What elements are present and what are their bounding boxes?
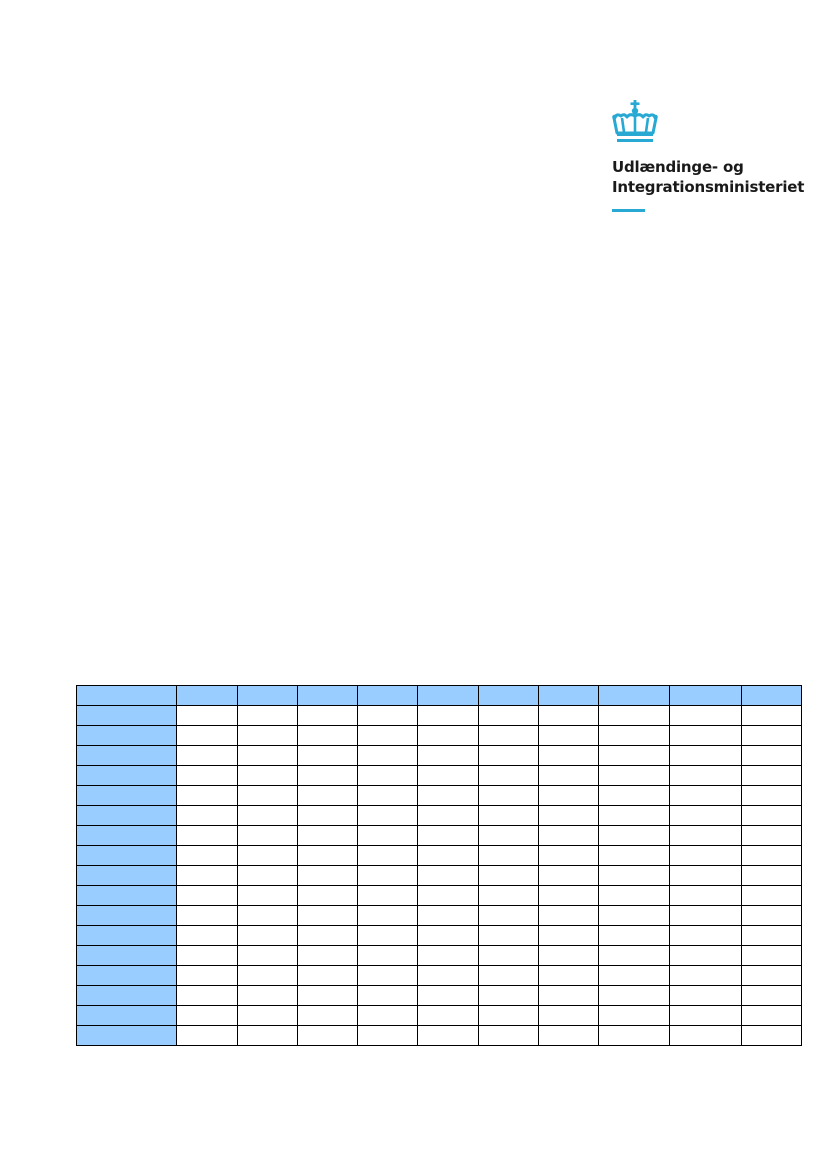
table-cell bbox=[358, 766, 418, 786]
table-cell bbox=[669, 1026, 741, 1046]
table-cell bbox=[598, 706, 669, 726]
table-cell bbox=[418, 746, 478, 766]
data-table bbox=[76, 685, 802, 1046]
table-cell bbox=[538, 746, 598, 766]
table-cell bbox=[238, 946, 298, 966]
table-cell bbox=[298, 966, 358, 986]
table-cell bbox=[741, 746, 801, 766]
table-header-cell bbox=[741, 686, 801, 706]
table-cell bbox=[538, 926, 598, 946]
table-cell bbox=[418, 806, 478, 826]
table-cell bbox=[478, 886, 538, 906]
table-row-label-cell bbox=[77, 906, 177, 926]
table-header-cell bbox=[238, 686, 298, 706]
table-cell bbox=[741, 786, 801, 806]
table-cell bbox=[478, 946, 538, 966]
table-cell bbox=[538, 946, 598, 966]
table-cell bbox=[238, 786, 298, 806]
table-cell bbox=[598, 786, 669, 806]
table-cell bbox=[478, 1026, 538, 1046]
ministry-name-line-2: Integrationsministeriet bbox=[612, 178, 805, 196]
table-cell bbox=[358, 826, 418, 846]
table-cell bbox=[478, 826, 538, 846]
table-cell bbox=[418, 706, 478, 726]
table-cell bbox=[358, 866, 418, 886]
table-cell bbox=[418, 966, 478, 986]
table-cell bbox=[669, 946, 741, 966]
table-row-label-cell bbox=[77, 806, 177, 826]
table-cell bbox=[177, 706, 238, 726]
table-cell bbox=[598, 746, 669, 766]
table-cell bbox=[177, 966, 238, 986]
table-cell bbox=[177, 886, 238, 906]
table-cell bbox=[238, 706, 298, 726]
table-cell bbox=[598, 806, 669, 826]
table-header-cell bbox=[478, 686, 538, 706]
table-cell bbox=[177, 926, 238, 946]
table-cell bbox=[669, 846, 741, 866]
table-cell bbox=[298, 986, 358, 1006]
table-cell bbox=[741, 1026, 801, 1046]
table-cell bbox=[669, 786, 741, 806]
table-cell bbox=[741, 946, 801, 966]
table-cell bbox=[238, 846, 298, 866]
table-cell bbox=[598, 866, 669, 886]
accent-bar bbox=[612, 209, 645, 212]
table-cell bbox=[238, 726, 298, 746]
table-cell bbox=[538, 966, 598, 986]
table-row bbox=[77, 826, 802, 846]
table-row-label-cell bbox=[77, 1026, 177, 1046]
table-cell bbox=[177, 846, 238, 866]
table-cell bbox=[669, 746, 741, 766]
table-row bbox=[77, 706, 802, 726]
table-cell bbox=[238, 986, 298, 1006]
table-header-cell bbox=[418, 686, 478, 706]
table-row bbox=[77, 986, 802, 1006]
table-row bbox=[77, 726, 802, 746]
table-cell bbox=[669, 826, 741, 846]
table-cell bbox=[741, 766, 801, 786]
ministry-logo bbox=[612, 100, 812, 212]
table-cell bbox=[478, 966, 538, 986]
table-cell bbox=[298, 1026, 358, 1046]
table-cell bbox=[418, 906, 478, 926]
table-cell bbox=[298, 706, 358, 726]
table-row-label-cell bbox=[77, 746, 177, 766]
table-row bbox=[77, 746, 802, 766]
table-row bbox=[77, 926, 802, 946]
table-cell bbox=[669, 886, 741, 906]
table-cell bbox=[741, 886, 801, 906]
table-cell bbox=[478, 746, 538, 766]
table-cell bbox=[478, 726, 538, 746]
table-cell bbox=[358, 1026, 418, 1046]
table-cell bbox=[598, 1006, 669, 1026]
table-header-row bbox=[77, 686, 802, 706]
table-cell bbox=[478, 866, 538, 886]
table-cell bbox=[478, 766, 538, 786]
table-cell bbox=[418, 926, 478, 946]
table-header-cell bbox=[598, 686, 669, 706]
table-row-label-cell bbox=[77, 1006, 177, 1026]
table-cell bbox=[478, 806, 538, 826]
table-cell bbox=[741, 1006, 801, 1026]
table-row bbox=[77, 866, 802, 886]
table-cell bbox=[669, 706, 741, 726]
table-cell bbox=[669, 966, 741, 986]
table-cell bbox=[177, 866, 238, 886]
table-cell bbox=[478, 846, 538, 866]
table-cell bbox=[741, 986, 801, 1006]
table-cell bbox=[418, 886, 478, 906]
table-row-label-cell bbox=[77, 926, 177, 946]
table-cell bbox=[741, 806, 801, 826]
table-cell bbox=[238, 966, 298, 986]
table-cell bbox=[238, 746, 298, 766]
table-cell bbox=[177, 1006, 238, 1026]
table-cell bbox=[177, 806, 238, 826]
table-cell bbox=[478, 786, 538, 806]
table-cell bbox=[298, 946, 358, 966]
table-cell bbox=[177, 786, 238, 806]
table-cell bbox=[238, 766, 298, 786]
table-cell bbox=[598, 1026, 669, 1046]
table-header-cell bbox=[538, 686, 598, 706]
table-cell bbox=[358, 786, 418, 806]
table-cell bbox=[598, 886, 669, 906]
table-cell bbox=[177, 1026, 238, 1046]
table-row-label-cell bbox=[77, 886, 177, 906]
table-cell bbox=[538, 786, 598, 806]
table-cell bbox=[669, 866, 741, 886]
table-cell bbox=[177, 946, 238, 966]
table-cell bbox=[598, 766, 669, 786]
table-cell bbox=[669, 806, 741, 826]
table-row bbox=[77, 966, 802, 986]
table-row-label-cell bbox=[77, 986, 177, 1006]
table-cell bbox=[298, 926, 358, 946]
table-cell bbox=[358, 846, 418, 866]
table-cell bbox=[669, 986, 741, 1006]
table-row-label-cell bbox=[77, 866, 177, 886]
table-cell bbox=[741, 906, 801, 926]
table-cell bbox=[538, 706, 598, 726]
table-cell bbox=[298, 746, 358, 766]
table-cell bbox=[358, 746, 418, 766]
ministry-name bbox=[612, 157, 812, 197]
table-cell bbox=[418, 786, 478, 806]
table-cell bbox=[298, 886, 358, 906]
table-cell bbox=[669, 726, 741, 746]
table-cell bbox=[538, 866, 598, 886]
table-row-label-cell bbox=[77, 846, 177, 866]
table-cell bbox=[478, 706, 538, 726]
table-cell bbox=[538, 846, 598, 866]
table-cell bbox=[298, 826, 358, 846]
table-cell bbox=[669, 766, 741, 786]
table-cell bbox=[669, 1006, 741, 1026]
crown-icon bbox=[612, 100, 658, 144]
table-cell bbox=[538, 886, 598, 906]
table-cell bbox=[238, 886, 298, 906]
table-cell bbox=[298, 906, 358, 926]
table-header-cell bbox=[358, 686, 418, 706]
table-cell bbox=[238, 1026, 298, 1046]
table-row bbox=[77, 886, 802, 906]
table-cell bbox=[598, 846, 669, 866]
table-cell bbox=[418, 846, 478, 866]
table-cell bbox=[478, 986, 538, 1006]
table-cell bbox=[478, 926, 538, 946]
table-cell bbox=[598, 986, 669, 1006]
table-cell bbox=[358, 1006, 418, 1026]
table-cell bbox=[298, 726, 358, 746]
table-cell bbox=[298, 806, 358, 826]
table-row bbox=[77, 846, 802, 866]
table-row bbox=[77, 946, 802, 966]
table-cell bbox=[538, 906, 598, 926]
table-cell bbox=[418, 1026, 478, 1046]
table-cell bbox=[177, 906, 238, 926]
table-cell bbox=[177, 826, 238, 846]
table-row-label-cell bbox=[77, 966, 177, 986]
table-cell bbox=[538, 766, 598, 786]
table-header-cell bbox=[669, 686, 741, 706]
table-cell bbox=[238, 926, 298, 946]
table-cell bbox=[298, 766, 358, 786]
table-cell bbox=[418, 726, 478, 746]
table-cell bbox=[238, 826, 298, 846]
table-cell bbox=[418, 826, 478, 846]
table-cell bbox=[741, 826, 801, 846]
table-cell bbox=[669, 926, 741, 946]
table-cell bbox=[538, 726, 598, 746]
table-row-label-cell bbox=[77, 826, 177, 846]
table-cell bbox=[358, 806, 418, 826]
table-cell bbox=[298, 846, 358, 866]
table-row-label-cell bbox=[77, 726, 177, 746]
table-cell bbox=[238, 806, 298, 826]
table-row-label-cell bbox=[77, 786, 177, 806]
table-cell bbox=[358, 706, 418, 726]
table-cell bbox=[177, 726, 238, 746]
table-cell bbox=[358, 986, 418, 1006]
table-cell bbox=[598, 906, 669, 926]
table-cell bbox=[538, 1026, 598, 1046]
table-cell bbox=[598, 966, 669, 986]
table-cell bbox=[598, 826, 669, 846]
table-cell bbox=[238, 866, 298, 886]
table-header-cell bbox=[77, 686, 177, 706]
table-cell bbox=[669, 906, 741, 926]
table-cell bbox=[598, 926, 669, 946]
table-cell bbox=[538, 986, 598, 1006]
table-cell bbox=[358, 946, 418, 966]
table-cell bbox=[538, 826, 598, 846]
table-cell bbox=[177, 986, 238, 1006]
table-cell bbox=[358, 966, 418, 986]
table-cell bbox=[538, 1006, 598, 1026]
table-cell bbox=[741, 706, 801, 726]
table-cell bbox=[238, 1006, 298, 1026]
table-row-label-cell bbox=[77, 706, 177, 726]
ministry-name-line-1: Udlændinge- og bbox=[612, 158, 744, 176]
table-cell bbox=[238, 906, 298, 926]
table-cell bbox=[177, 746, 238, 766]
table-row bbox=[77, 1026, 802, 1046]
table-row bbox=[77, 766, 802, 786]
table-cell bbox=[478, 906, 538, 926]
table-cell bbox=[418, 946, 478, 966]
table-row-label-cell bbox=[77, 766, 177, 786]
table-cell bbox=[478, 1006, 538, 1026]
table-cell bbox=[418, 766, 478, 786]
table-cell bbox=[741, 926, 801, 946]
table-row bbox=[77, 806, 802, 826]
table-cell bbox=[358, 906, 418, 926]
table-cell bbox=[298, 866, 358, 886]
table-cell bbox=[741, 846, 801, 866]
table-cell bbox=[298, 786, 358, 806]
table-cell bbox=[418, 1006, 478, 1026]
table-cell bbox=[298, 1006, 358, 1026]
table-cell bbox=[741, 726, 801, 746]
table-cell bbox=[741, 966, 801, 986]
table-row bbox=[77, 786, 802, 806]
table-cell bbox=[538, 806, 598, 826]
table-cell bbox=[598, 726, 669, 746]
table-cell bbox=[358, 726, 418, 746]
table-cell bbox=[418, 986, 478, 1006]
table-row bbox=[77, 906, 802, 926]
table-row bbox=[77, 1006, 802, 1026]
table-header-cell bbox=[177, 686, 238, 706]
table-cell bbox=[741, 866, 801, 886]
table-row-label-cell bbox=[77, 946, 177, 966]
table-cell bbox=[358, 926, 418, 946]
table-cell bbox=[358, 886, 418, 906]
table-cell bbox=[598, 946, 669, 966]
table-cell bbox=[418, 866, 478, 886]
table-header-cell bbox=[298, 686, 358, 706]
table-cell bbox=[177, 766, 238, 786]
